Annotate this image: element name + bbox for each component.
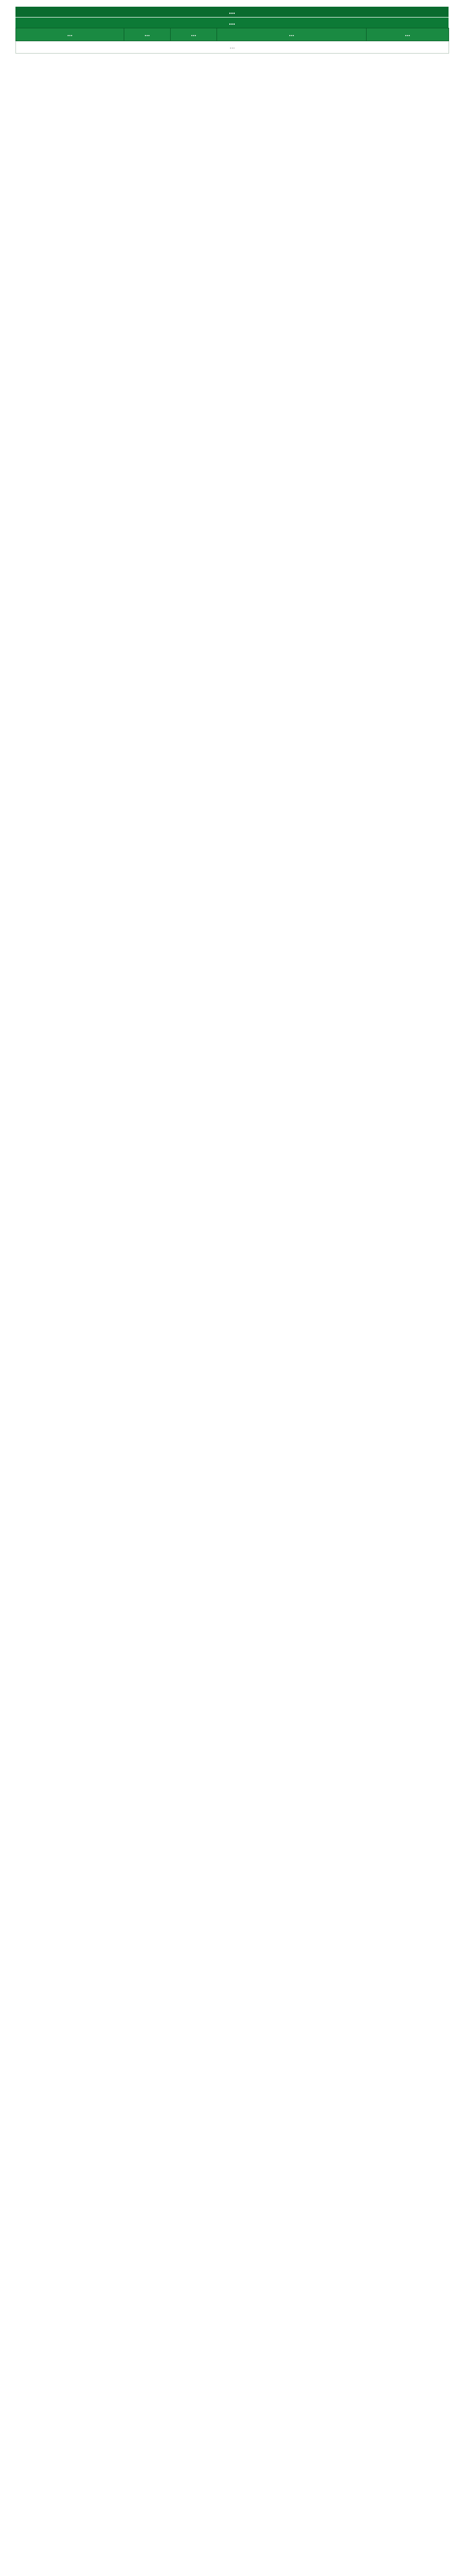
table-body: [16, 41, 449, 54]
column-header: …: [367, 28, 449, 41]
document-subtitle: …: [15, 17, 449, 28]
column-header: …: [171, 28, 217, 41]
data-table: [15, 28, 449, 54]
document-title: …: [15, 7, 449, 17]
document: [15, 7, 449, 54]
column-header: …: [16, 28, 124, 41]
table-header-row: [16, 28, 449, 41]
column-header: …: [124, 28, 171, 41]
table-body-placeholder: …: [16, 41, 449, 54]
table-row: [16, 41, 449, 54]
column-header: …: [217, 28, 367, 41]
